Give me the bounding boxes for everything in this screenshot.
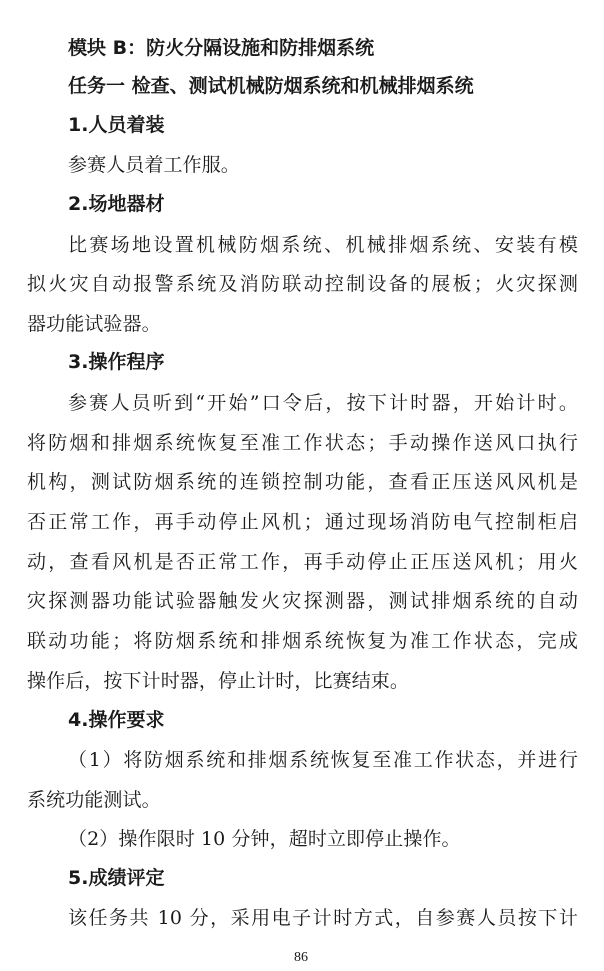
module-title: 模块 B：防火分隔设施和防排烟系统 [68, 37, 375, 59]
paragraph-line: 该任务共 10 分，采用电子计时方式，自参赛人员按下计 [68, 907, 578, 929]
paragraph-line: 联动功能；将防烟系统和排烟系统恢复为准工作状态，完成 [27, 630, 578, 652]
paragraph-line: 动，查看风机是否正常工作，再手动停止正压送风机；用火 [27, 551, 578, 573]
paragraph-line: 参赛人员着工作服。 [68, 154, 240, 176]
paragraph-line: 系统功能测试。 [27, 789, 161, 811]
paragraph-line: 参赛人员听到“开始”口令后，按下计时器，开始计时。 [68, 392, 578, 414]
paragraph-line: 拟火灾自动报警系统及消防联动控制设备的展板；火灾探测 [27, 273, 578, 295]
section-heading: 3.操作程序 [68, 351, 165, 373]
section-heading: 4.操作要求 [68, 709, 165, 731]
paragraph-line: 灾探测器功能试验器触发火灾探测器，测试排烟系统的自动 [27, 590, 578, 612]
section-heading: 5.成绩评定 [68, 867, 165, 889]
task-title: 任务一 检查、测试机械防烟系统和机械排烟系统 [68, 75, 474, 97]
paragraph-line: 机构，测试防烟系统的连锁控制功能，查看正压送风风机是 [27, 471, 578, 493]
section-heading: 2.场地器材 [68, 193, 165, 215]
paragraph-line: 否正常工作，再手动停止风机；通过现场消防电气控制柜启 [27, 511, 578, 533]
paragraph-line: 器功能试验器。 [27, 313, 161, 335]
page-number: 86 [294, 950, 308, 965]
paragraph-line: （2）操作限时 10 分钟，超时立即停止操作。 [68, 828, 461, 850]
paragraph-line: 将防烟和排烟系统恢复至准工作状态；手动操作送风口执行 [27, 432, 578, 454]
paragraph-line: 操作后，按下计时器，停止计时，比赛结束。 [27, 670, 410, 692]
paragraph-line: 比赛场地设置机械防烟系统、机械排烟系统、安装有模 [68, 234, 578, 256]
section-heading: 1.人员着装 [68, 114, 165, 136]
paragraph-line: （1）将防烟系统和排烟系统恢复至准工作状态，并进行 [68, 749, 578, 771]
